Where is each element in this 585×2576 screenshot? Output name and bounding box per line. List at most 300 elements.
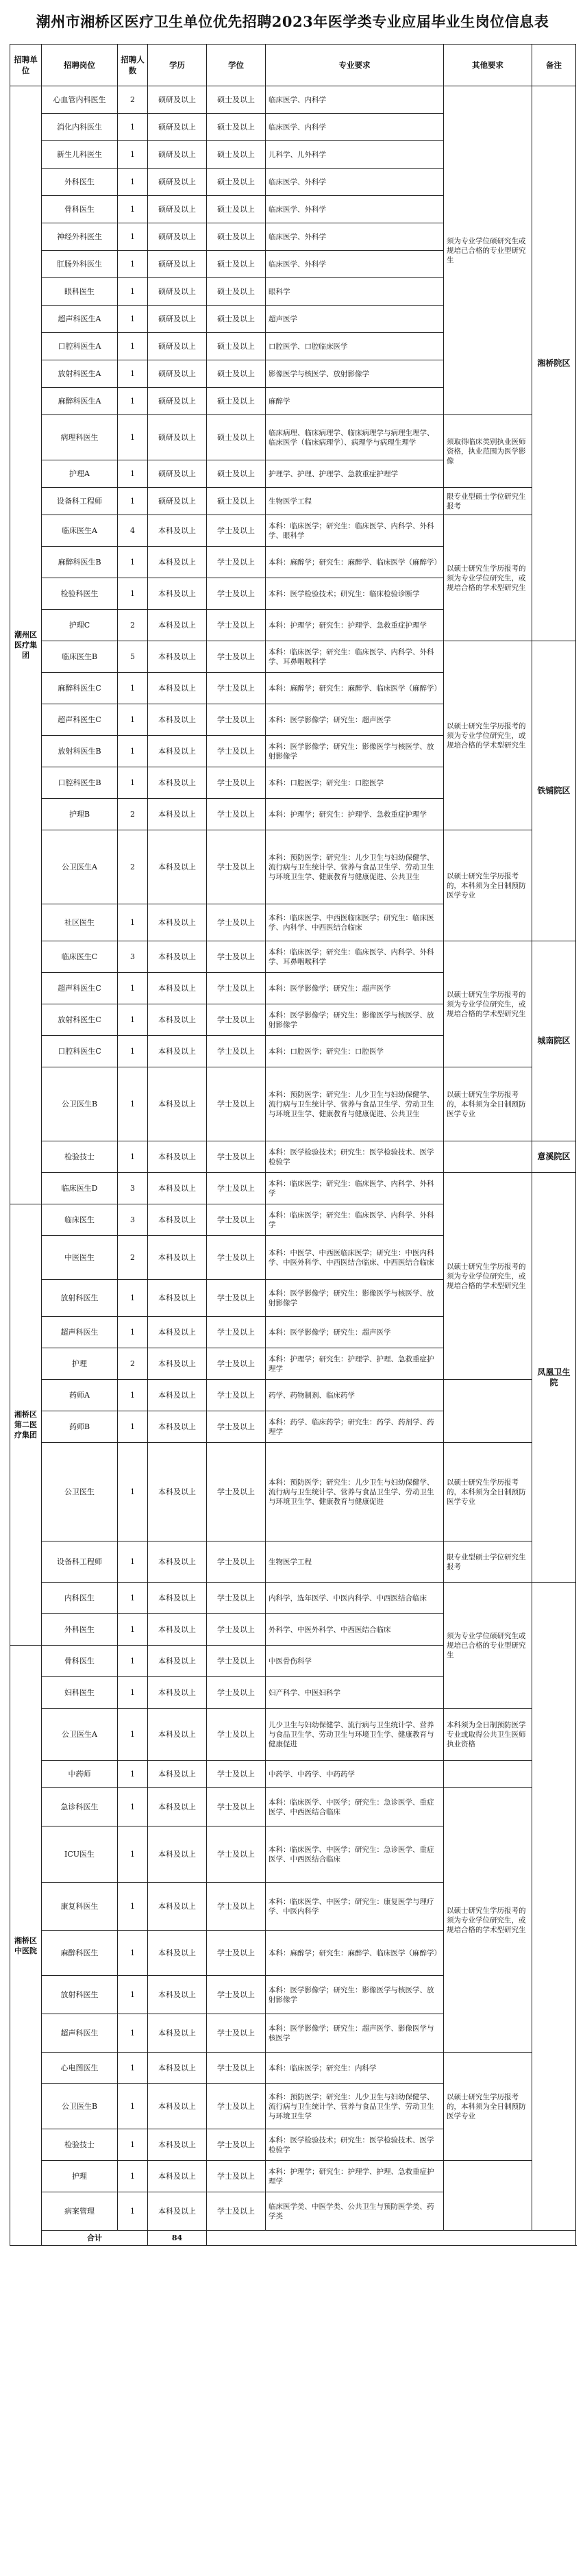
post-cell: 神经外科医生 (42, 223, 118, 251)
education-cell: 硕研及以上 (148, 333, 207, 360)
degree-cell: 学士及以上 (207, 973, 266, 1004)
degree-cell: 硕士及以上 (207, 306, 266, 333)
count-cell: 1 (118, 1317, 148, 1348)
table-row (10, 1067, 576, 1141)
table-row (10, 1761, 576, 1788)
count-cell: 1 (118, 1614, 148, 1646)
count-cell: 2 (118, 610, 148, 641)
degree-cell: 学士及以上 (207, 1931, 266, 1976)
education-cell: 本科及以上 (148, 1976, 207, 2014)
count-cell: 2 (118, 1236, 148, 1280)
post-cell: 麻醉科医生A (42, 388, 118, 415)
table-row (10, 488, 576, 515)
table-row (10, 1541, 576, 1583)
degree-cell: 硕士及以上 (207, 460, 266, 488)
count-cell: 1 (118, 2084, 148, 2129)
col-header: 其他要求 (444, 45, 532, 86)
major-cell: 本科：医学检验技术；研究生：医学检验技术、医学检验学 (266, 1141, 444, 1173)
count-cell: 1 (118, 1583, 148, 1614)
education-cell: 本科及以上 (148, 973, 207, 1004)
count-cell: 1 (118, 460, 148, 488)
count-cell: 1 (118, 2053, 148, 2084)
other-requirements-cell: 本科须为全日制预防医学专业或取得公共卫生医师执业资格 (444, 1709, 532, 1761)
post-cell: 超声科医生 (42, 2014, 118, 2053)
other-requirements-cell: 以硕士研究生学历报考的，本科须为全日制预防医学专业 (444, 830, 532, 941)
major-cell: 临床医学、内科学 (266, 114, 444, 141)
count-cell: 1 (118, 1411, 148, 1443)
col-header: 备注 (532, 45, 576, 86)
education-cell: 本科及以上 (148, 1646, 207, 1677)
degree-cell: 学士及以上 (207, 1204, 266, 1236)
total-row (10, 2231, 576, 2246)
major-cell: 眼科学 (266, 278, 444, 306)
post-cell: 放射科医生C (42, 1004, 118, 1036)
education-cell: 本科及以上 (148, 1141, 207, 1173)
count-cell: 1 (118, 1761, 148, 1788)
degree-cell: 硕士及以上 (207, 223, 266, 251)
education-cell: 硕研及以上 (148, 460, 207, 488)
post-cell: 护理A (42, 460, 118, 488)
count-cell: 1 (118, 114, 148, 141)
degree-cell: 学士及以上 (207, 1004, 266, 1036)
degree-cell: 学士及以上 (207, 1583, 266, 1614)
post-cell: 超声科医生A (42, 306, 118, 333)
post-cell: 病理科医生 (42, 415, 118, 460)
count-cell: 5 (118, 641, 148, 673)
degree-cell: 学士及以上 (207, 767, 266, 799)
post-cell: 急诊科医生 (42, 1788, 118, 1826)
post-cell: 外科医生 (42, 1614, 118, 1646)
post-cell: 临床医生D (42, 1173, 118, 1204)
major-cell: 内科学，选年医学、中医内科学、中西医结合临床 (266, 1583, 444, 1614)
count-cell: 1 (118, 2129, 148, 2161)
post-cell: 口腔科医生B (42, 767, 118, 799)
post-cell: 中药师 (42, 1761, 118, 1788)
count-cell: 1 (118, 1883, 148, 1931)
post-cell: ICU医生 (42, 1826, 118, 1883)
degree-cell: 学士及以上 (207, 1443, 266, 1541)
page-title: 潮州市湘桥区医疗卫生单位优先招聘2023年医学类专业应届毕业生岗位信息表 (36, 13, 549, 30)
post-cell: 放射科医生A (42, 360, 118, 388)
education-cell: 本科及以上 (148, 2014, 207, 2053)
post-cell: 公卫医生A (42, 1709, 118, 1761)
degree-cell: 学士及以上 (207, 1236, 266, 1280)
post-cell: 妇科医生 (42, 1677, 118, 1709)
major-cell: 本科：医学影像学；研究生：超声医学、影像医学与核医学 (266, 2014, 444, 2053)
total-filler (207, 2231, 576, 2246)
major-cell: 临床医学、外科学 (266, 223, 444, 251)
post-cell: 药师A (42, 1380, 118, 1411)
degree-cell: 硕士及以上 (207, 169, 266, 196)
education-cell: 本科及以上 (148, 1067, 207, 1141)
count-cell: 1 (118, 1788, 148, 1826)
count-cell: 1 (118, 673, 148, 704)
total-label: 合计 (42, 2231, 148, 2246)
remark-cell: 凤凰卫生院 (532, 1173, 576, 1583)
other-requirements-cell: 限专业型硕士学位研究生报考 (444, 488, 532, 515)
education-cell: 本科及以上 (148, 1583, 207, 1614)
degree-cell: 学士及以上 (207, 2084, 266, 2129)
table-row (10, 86, 576, 114)
major-cell: 本科：医学影像学；研究生：超声医学 (266, 1317, 444, 1348)
education-cell: 本科及以上 (148, 1411, 207, 1443)
other-requirements-cell (444, 1141, 532, 1173)
count-cell: 1 (118, 333, 148, 360)
count-cell: 1 (118, 306, 148, 333)
major-cell: 生物医学工程 (266, 488, 444, 515)
count-cell: 3 (118, 1173, 148, 1204)
degree-cell: 学士及以上 (207, 704, 266, 736)
table-row (10, 1173, 576, 1204)
col-header: 招聘岗位 (42, 45, 118, 86)
major-cell: 本科：预防医学；研究生：儿少卫生与妇幼保健学、流行病与卫生统计学、营养与食品卫生学、劳动卫生与环境卫生学、健康教育与健康促进 (266, 1443, 444, 1541)
education-cell: 本科及以上 (148, 1004, 207, 1036)
count-cell: 1 (118, 223, 148, 251)
degree-cell: 学士及以上 (207, 1067, 266, 1141)
major-cell: 中药学、中药学、中药药学 (266, 1761, 444, 1788)
major-cell: 本科：麻醉学；研究生：麻醉学、临床医学（麻醉学） (266, 673, 444, 704)
major-cell: 本科：临床医学；研究生：内科学 (266, 2053, 444, 2084)
degree-cell: 学士及以上 (207, 736, 266, 767)
count-cell: 1 (118, 488, 148, 515)
major-cell: 本科：预防医学；研究生：儿少卫生与妇幼保健学、流行病与卫生统计学、营养与食品卫生学、劳动卫生与环境卫生学、健康教育与健康促进、公共卫生 (266, 1067, 444, 1141)
major-cell: 本科：医学影像学；研究生：影像医学与核医学、放射影像学 (266, 1280, 444, 1317)
degree-cell: 学士及以上 (207, 1380, 266, 1411)
other-requirements-cell: 须为专业学位硕研究生或规培已合格的专业型研究生 (444, 86, 532, 415)
post-cell: 临床医生B (42, 641, 118, 673)
major-cell: 本科：医学影像学；研究生：影像医学与核医学、放射影像学 (266, 1976, 444, 2014)
education-cell: 本科及以上 (148, 1709, 207, 1761)
education-cell: 硕研及以上 (148, 141, 207, 169)
major-cell: 本科：临床医学；研究生：临床医学、内科学、外科学、眼科学 (266, 515, 444, 547)
major-cell: 临床医学、内科学 (266, 86, 444, 114)
degree-cell: 学士及以上 (207, 1614, 266, 1646)
count-cell: 1 (118, 251, 148, 278)
count-cell: 1 (118, 736, 148, 767)
col-header: 学历 (148, 45, 207, 86)
other-requirements-cell: 以硕士研究生学历报考的须为专业学位研究生，或规培合格的学术型研究生 (444, 1788, 532, 2053)
post-cell: 病案管理 (42, 2192, 118, 2231)
unit-cell: 湘桥区中医院 (10, 1646, 42, 2246)
degree-cell: 学士及以上 (207, 610, 266, 641)
major-cell: 本科：医学影像学；研究生：超声医学 (266, 704, 444, 736)
count-cell: 1 (118, 1709, 148, 1761)
degree-cell: 硕士及以上 (207, 251, 266, 278)
other-requirements-cell: 须为专业学位硕研究生或规培已合格的专业型研究生 (444, 1583, 532, 1709)
degree-cell: 硕士及以上 (207, 114, 266, 141)
count-cell: 1 (118, 547, 148, 578)
degree-cell: 学士及以上 (207, 2161, 266, 2192)
count-cell: 1 (118, 578, 148, 610)
education-cell: 本科及以上 (148, 1443, 207, 1541)
education-cell: 本科及以上 (148, 704, 207, 736)
post-cell: 公卫医生A (42, 830, 118, 904)
jobs-table (10, 44, 576, 2246)
post-cell: 设备科工程师 (42, 1541, 118, 1583)
count-cell: 1 (118, 1646, 148, 1677)
major-cell: 本科：中医学、中西医临床医学；研究生：中医内科学、中医外科学、中西医结合临床、中西医结合临床 (266, 1236, 444, 1280)
major-cell: 影像医学与核医学、放射影像学 (266, 360, 444, 388)
count-cell: 3 (118, 941, 148, 973)
education-cell: 本科及以上 (148, 767, 207, 799)
other-requirements-cell: 以硕士研究生学历报考的须为专业学位研究生，或规培合格的学术型研究生 (444, 515, 532, 641)
major-cell: 临床医学、外科学 (266, 169, 444, 196)
count-cell: 1 (118, 1036, 148, 1067)
post-cell: 公卫医生B (42, 1067, 118, 1141)
degree-cell: 学士及以上 (207, 830, 266, 904)
col-header: 专业要求 (266, 45, 444, 86)
major-cell: 本科：护理学；研究生：护理学、护理、急救重症护理学 (266, 2161, 444, 2192)
major-cell: 本科：医学影像学；研究生：影像医学与核医学、放射影像学 (266, 736, 444, 767)
major-cell: 本科：临床医学、中医学；研究生：康复医学与理疗学、中医内科学 (266, 1883, 444, 1931)
degree-cell: 硕士及以上 (207, 360, 266, 388)
unit-cell: 湘桥区第二医疗集团 (10, 1204, 42, 1646)
post-cell: 放射科医生B (42, 736, 118, 767)
education-cell: 本科及以上 (148, 1036, 207, 1067)
table-row (10, 1709, 576, 1761)
education-cell: 硕研及以上 (148, 169, 207, 196)
degree-cell: 硕士及以上 (207, 333, 266, 360)
major-cell: 护理学、护理、护理学、急救重症护理学 (266, 460, 444, 488)
count-cell: 1 (118, 767, 148, 799)
count-cell: 1 (118, 278, 148, 306)
table-row (10, 641, 576, 673)
degree-cell: 硕士及以上 (207, 415, 266, 460)
count-cell: 1 (118, 1677, 148, 1709)
table-row (10, 2161, 576, 2192)
education-cell: 本科及以上 (148, 2192, 207, 2231)
post-cell: 护理 (42, 2161, 118, 2192)
education-cell: 本科及以上 (148, 1236, 207, 1280)
major-cell: 妇产科学、中医妇科学 (266, 1677, 444, 1709)
remark-cell: 意溪院区 (532, 1141, 576, 1173)
count-cell: 1 (118, 2161, 148, 2192)
post-cell: 口腔科医生A (42, 333, 118, 360)
post-cell: 放射科医生 (42, 1976, 118, 2014)
post-cell: 麻醉科医生 (42, 1931, 118, 1976)
remark-cell (532, 1583, 576, 2231)
post-cell: 超声科医生C (42, 973, 118, 1004)
degree-cell: 学士及以上 (207, 2053, 266, 2084)
post-cell: 麻醉科医生B (42, 547, 118, 578)
count-cell: 1 (118, 415, 148, 460)
post-cell: 中医医生 (42, 1236, 118, 1280)
table-body (10, 86, 576, 2246)
degree-cell: 学士及以上 (207, 2192, 266, 2231)
education-cell: 硕研及以上 (148, 86, 207, 114)
table-row (10, 415, 576, 460)
post-cell: 麻醉科医生C (42, 673, 118, 704)
count-cell: 1 (118, 1004, 148, 1036)
other-requirements-cell: 以硕士研究生学历报考的，本科须为全日制预防医学专业 (444, 1067, 532, 1141)
major-cell: 本科：临床医学；研究生：临床医学、内科学、外科学、耳鼻咽喉科学 (266, 941, 444, 973)
count-cell: 4 (118, 515, 148, 547)
post-cell: 检验技士 (42, 1141, 118, 1173)
table-header-row (10, 45, 576, 86)
count-cell: 1 (118, 704, 148, 736)
education-cell: 硕研及以上 (148, 278, 207, 306)
education-cell: 本科及以上 (148, 1173, 207, 1204)
major-cell: 本科：临床医学、中西医临床医学；研究生：临床医学、内科学、中西医结合临床 (266, 904, 444, 941)
major-cell: 临床医学、外科学 (266, 251, 444, 278)
education-cell: 硕研及以上 (148, 360, 207, 388)
education-cell: 本科及以上 (148, 1317, 207, 1348)
degree-cell: 学士及以上 (207, 1317, 266, 1348)
education-cell: 本科及以上 (148, 1883, 207, 1931)
major-cell: 本科：临床医学；研究生：临床医学、内科学、外科学、耳鼻咽喉科学 (266, 641, 444, 673)
col-header: 招聘人数 (118, 45, 148, 86)
major-cell: 本科：护理学；研究生：护理学、急救重症护理学 (266, 610, 444, 641)
remark-cell: 湘桥院区 (532, 86, 576, 641)
post-cell: 放射科医生 (42, 1280, 118, 1317)
col-header: 招聘单位 (10, 45, 42, 86)
education-cell: 本科及以上 (148, 1761, 207, 1788)
major-cell: 儿科学、儿外科学 (266, 141, 444, 169)
post-cell: 骨科医生 (42, 1646, 118, 1677)
degree-cell: 硕士及以上 (207, 141, 266, 169)
degree-cell: 硕士及以上 (207, 488, 266, 515)
post-cell: 新生儿科医生 (42, 141, 118, 169)
count-cell: 2 (118, 799, 148, 830)
count-cell: 1 (118, 196, 148, 223)
other-requirements-cell: 限专业型硕士学位研究生报考 (444, 1541, 532, 1583)
post-cell: 外科医生 (42, 169, 118, 196)
count-cell: 2 (118, 86, 148, 114)
degree-cell: 学士及以上 (207, 1677, 266, 1709)
count-cell: 1 (118, 1826, 148, 1883)
degree-cell: 学士及以上 (207, 515, 266, 547)
major-cell: 临床病理、临床病理学、临床病理学与病理生理学、临床医学（临床病理学）、病理学与病理生理学 (266, 415, 444, 460)
major-cell: 本科：临床医学、中医学；研究生：急诊医学、重症医学、中西医结合临床 (266, 1826, 444, 1883)
major-cell: 本科：临床医学；研究生：临床医学、内科学、外科学 (266, 1173, 444, 1204)
major-cell: 本科：临床医学；研究生：临床医学、内科学、外科学 (266, 1204, 444, 1236)
post-cell: 临床医生C (42, 941, 118, 973)
table-row (10, 1141, 576, 1173)
count-cell: 1 (118, 1380, 148, 1411)
education-cell: 本科及以上 (148, 941, 207, 973)
degree-cell: 学士及以上 (207, 2129, 266, 2161)
count-cell: 1 (118, 1141, 148, 1173)
remark-cell: 铁铺院区 (532, 641, 576, 941)
col-header: 学位 (207, 45, 266, 86)
post-cell: 心血管内科医生 (42, 86, 118, 114)
count-cell: 1 (118, 141, 148, 169)
other-requirements-cell (444, 1380, 532, 1443)
education-cell: 本科及以上 (148, 2129, 207, 2161)
major-cell: 本科：医学影像学；研究生：影像医学与核医学、放射影像学 (266, 1004, 444, 1036)
degree-cell: 学士及以上 (207, 941, 266, 973)
degree-cell: 学士及以上 (207, 1141, 266, 1173)
education-cell: 本科及以上 (148, 1280, 207, 1317)
major-cell: 临床医学、外科学 (266, 196, 444, 223)
major-cell: 本科：医学影像学；研究生：超声医学 (266, 973, 444, 1004)
degree-cell: 学士及以上 (207, 1788, 266, 1826)
degree-cell: 学士及以上 (207, 673, 266, 704)
education-cell: 本科及以上 (148, 1348, 207, 1380)
education-cell: 本科及以上 (148, 547, 207, 578)
degree-cell: 学士及以上 (207, 578, 266, 610)
education-cell: 硕研及以上 (148, 306, 207, 333)
count-cell: 1 (118, 2192, 148, 2231)
degree-cell: 学士及以上 (207, 1976, 266, 2014)
education-cell: 本科及以上 (148, 1931, 207, 1976)
count-cell: 1 (118, 1931, 148, 1976)
post-cell: 眼科医生 (42, 278, 118, 306)
post-cell: 社区医生 (42, 904, 118, 941)
table-row (10, 941, 576, 973)
degree-cell: 学士及以上 (207, 641, 266, 673)
education-cell: 硕研及以上 (148, 251, 207, 278)
major-cell: 本科：护理学；研究生：护理学、护理、急救重症护理学 (266, 1348, 444, 1380)
post-cell: 公卫医生B (42, 2084, 118, 2129)
count-cell: 3 (118, 1204, 148, 1236)
major-cell: 临床医学类、中医学类、公共卫生与预防医学类、药学类 (266, 2192, 444, 2231)
other-requirements-cell (444, 2161, 532, 2231)
degree-cell: 学士及以上 (207, 1541, 266, 1583)
major-cell: 本科：预防医学；研究生：儿少卫生与妇幼保健学、流行病与卫生统计学、营养与食品卫生学、劳动卫生与环境卫生学 (266, 2084, 444, 2129)
post-cell: 康复科医生 (42, 1883, 118, 1931)
post-cell: 设备科工程师 (42, 488, 118, 515)
post-cell: 超声科医生C (42, 704, 118, 736)
post-cell: 公卫医生 (42, 1443, 118, 1541)
major-cell: 超声医学 (266, 306, 444, 333)
major-cell: 本科：麻醉学；研究生：麻醉学、临床医学（麻醉学） (266, 1931, 444, 1976)
degree-cell: 硕士及以上 (207, 278, 266, 306)
table-row (10, 515, 576, 547)
count-cell: 1 (118, 2014, 148, 2053)
major-cell: 外科学、中医外科学、中西医结合临床 (266, 1614, 444, 1646)
table-row (10, 2053, 576, 2084)
education-cell: 硕研及以上 (148, 415, 207, 460)
major-cell: 本科：麻醉学；研究生：麻醉学、临床医学（麻醉学） (266, 547, 444, 578)
education-cell: 硕研及以上 (148, 388, 207, 415)
major-cell: 本科：口腔医学；研究生：口腔医学 (266, 1036, 444, 1067)
post-cell: 临床医生 (42, 1204, 118, 1236)
education-cell: 本科及以上 (148, 2053, 207, 2084)
education-cell: 本科及以上 (148, 1677, 207, 1709)
degree-cell: 学士及以上 (207, 1826, 266, 1883)
degree-cell: 学士及以上 (207, 1348, 266, 1380)
education-cell: 本科及以上 (148, 1788, 207, 1826)
other-requirements-cell: 以硕士研究生学历报考的，本科须为全日制预防医学专业 (444, 1443, 532, 1541)
education-cell: 本科及以上 (148, 799, 207, 830)
table-row (10, 1788, 576, 1826)
education-cell: 硕研及以上 (148, 223, 207, 251)
degree-cell: 学士及以上 (207, 904, 266, 941)
count-cell: 2 (118, 1348, 148, 1380)
education-cell: 本科及以上 (148, 1614, 207, 1646)
table-row (10, 1583, 576, 1614)
count-cell: 1 (118, 1541, 148, 1583)
count-cell: 1 (118, 1976, 148, 2014)
education-cell: 本科及以上 (148, 1204, 207, 1236)
degree-cell: 学士及以上 (207, 1646, 266, 1677)
major-cell: 生物医学工程 (266, 1541, 444, 1583)
major-cell: 儿少卫生与妇幼保健学、流行病与卫生统计学、营养与食品卫生学、劳动卫生与环境卫生学、健康教育与健康促进 (266, 1709, 444, 1761)
education-cell: 本科及以上 (148, 641, 207, 673)
degree-cell: 学士及以上 (207, 2014, 266, 2053)
degree-cell: 学士及以上 (207, 1411, 266, 1443)
education-cell: 本科及以上 (148, 610, 207, 641)
other-requirements-cell: 以硕士研究生学历报考的须为专业学位研究生，或规培合格的学术型研究生 (444, 641, 532, 830)
other-requirements-cell: 以硕士研究生学历报考的，本科须为全日制预防医学专业 (444, 2053, 532, 2161)
education-cell: 本科及以上 (148, 1380, 207, 1411)
major-cell: 本科：医学检验技术；研究生：临床检验诊断学 (266, 578, 444, 610)
major-cell: 麻醉学 (266, 388, 444, 415)
count-cell: 1 (118, 973, 148, 1004)
post-cell: 骨科医生 (42, 196, 118, 223)
count-cell: 1 (118, 1067, 148, 1141)
